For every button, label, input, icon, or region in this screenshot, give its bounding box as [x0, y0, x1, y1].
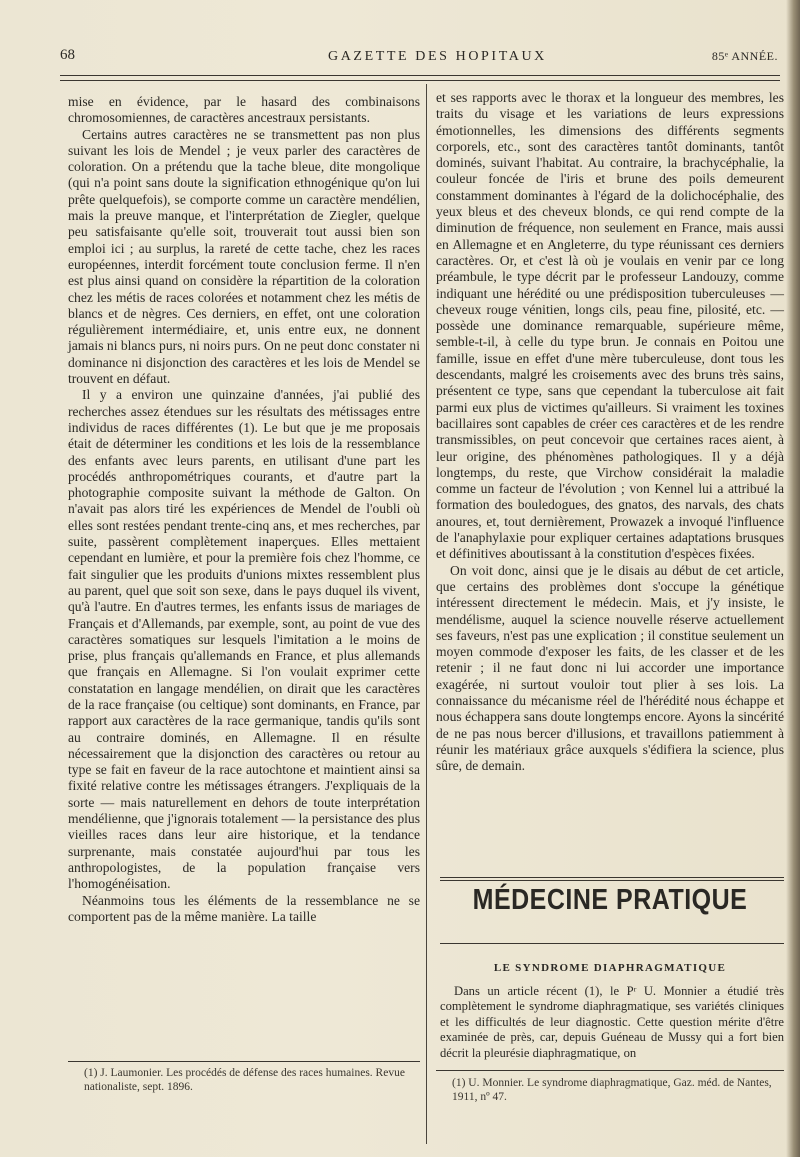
- paragraph: Certains autres caractères ne se transmettent pas non plus suivant les lois de Mendel ; je veux parler des caractères de coloration. On a prétendu que la tache bleue, dite mongolique (qui n'a point sans doute la signification ethnogénique qu'on lui prête quelquefois), se comporte comme un caractère mendélien, mais la preuve manque, et l'interprétation de Ziegler, quelque peu satisfaisante qu'elle soit, trouverait tout aussi bien son emploi ici ; au surplus, la rareté de cette tache, chez les races européennes, interdit forcément toute conclusion ferme. Il n'en est plus ainsi quand on considère la répartition de la coloration chez les métis de races colorées et notamment chez les métis de blancs et de nègres. Ces derniers, en effet, ont une coloration régulièrement intermédiaire, et, unis entre eux, ne donnent jamais ni blancs purs, ni noirs purs. On ne peut donc constater ni dominance ni disjonction des caractères et les lois de Mendel se trouvent en défaut.: [68, 126, 420, 387]
- left-column: [68, 94, 420, 925]
- running-title: GAZETTE DES HOPITAUX: [328, 49, 547, 64]
- footnote-right: (1) U. Monnier. Le syndrome diaphragmatique, Gaz. méd. de Nantes, 1911, nº 47.: [452, 1077, 772, 1103]
- column-divider: [426, 84, 427, 1144]
- paragraph: mise en évidence, par le hasard des combinaisons chromosomiennes, de caractères ancestraux persistants.: [68, 94, 420, 126]
- subsection-title: LE SYNDROME DIAPHRAGMATIQUE: [493, 962, 727, 974]
- paragraph: On voit donc, ainsi que je le disais au début de cet article, que certains des problèmes dont s'occupe la génétique intéressent directement le médecin. Mais, et j'y insiste, le mendélisme, auquel la science nouvelle réserve actuellement ses faveurs, n'est pas une explication ; il constitue seulement un moyen commode d'exposer les faits, de les classer et de les retenir ; il ne faut donc ni lui accorder une importance exagérée, ni surtout vouloir tout plier à ses lois. La connaissance du mécanisme réel de l'hérédité nous échappe et nous échappera sans doute longtemps encore. Ayons la sincérité de ne pas nous bercer d'illusions, et travaillons patiemment à réunir les matériaux grâce auxquels s'édifiera la science, plus sûre, de demain.: [436, 562, 784, 774]
- paragraph: Il y a environ une quinzaine d'années, j'ai publié des recherches assez étendues sur les résultats des métissages entre individus de races différentes (1). Le but que je me proposais était de déterminer les conditions et les lois de la ressemblance des enfants avec leurs parents, en utilisant d'une part les procédés anthropométriques courants, et d'autre part la photographie composite suivant la méthode de Galton. On n'avait pas alors tiré les expériences de Mendel de l'oubli où elles sont restées pendant trente-cinq ans, et mes recherches, par suite, passèrent complètement inaperçues. Elles mettaient cependant en lumière, et pour la première fois chez l'homme, ce fait singulier que les produits d'unions mixtes ressemblent plus au parent, quel que soit son sexe, dans le pays duquel ils vivent, qu'à l'autre. En d'autres termes, les enfants issus de mariages de Français et d'Allemands, par exemple, sont, au point de vue des caractères somatiques sur lesquels l'imitation a le moins de prise, plus français qu'allemands en France, et plus allemands que français en Allemagne. Si l'on voulait exprimer cette constatation en langage mendélien, on dirait que les caractères de la race française (ou celtique) sont dominants, en France, par rapport aux caractères de la race germanique, tandis qu'ils sont au contraire dominés, en Allemagne. Il en résulte nécessairement que la disjonction des caractères ou retour au type se fait en faveur de la race autochtone et maintient ainsi sa fixité relative contre les métissages étrangers. J'expliquais de la sorte — mais naturellement en dehors de toute interprétation mendélienne, que j'ignorais totalement — la persistance des plus vieilles races dans leur aire historique, et la tendance surprenante, mais constatée aujourd'hui par tous les anthropologistes, de la population française vers l'homogénéisation.: [68, 387, 420, 892]
- footnote-left: (1) J. Laumonier. Les procédés de défense des races humaines. Revue nationaliste, sept. 1896.: [84, 1067, 405, 1093]
- right-column: [436, 90, 784, 774]
- paragraph: et ses rapports avec le thorax et la longueur des membres, les traits du visage et les variations de leurs expressions émotionnelles, les dimensions des différents segments corporels, etc., sont des caractères tantôt dominants, tantôt dominés, suivant l'habitat. Au contraire, la brachycéphalie, la couleur foncée de l'iris et brune des poils demeurent constamment dominantes à l'égard de la dolichocéphalie, des yeux bleus et des cheveux blonds, ce qui rend compte de la diminution de fréquence, non seulement en France, mais aussi en Allemagne et en Angleterre, du type réunissant ces derniers caractères. Or, et c'est là où je voulais en venir par ce long préambule, le type décrit par le professeur Landouzy, comme indiquant une hérédité ou une prédisposition tuberculeuses — cheveux rouge vénitien, longs cils, peau fine, pilosité, etc. — possède une dominance remarquable, supérieure même, semble-t-il, à celle du type brun. Je connais en Poitou une famille, issue en effet d'une mère tuberculeuse, dont tous les descendants, malgré les croisements avec des bruns très sains, présentent ce type, sans que cependant la tuberculose ait fait parmi eux plus de victimes qu'ailleurs. Si vraiment les toxines bacillaires sont capables de créer ces caractères et de les rendre transmissibles, on peut concevoir que certaines races aient, à leur origine, des phénomènes pathologiques. Il y a déjà longtemps, du reste, que Virchow considérait la maladie comme un facteur de l'évolution ; von Kennel lui a attribué la formation des bouledogues, des gnatos, des narvals, des chats anoures, et, tout dernièrement, Prowazek a invoqué l'influence de l'anaphylaxie pour expliquer certaines adaptations brusques et définitives aboutissant à la constitution d'espèces fixées.: [436, 90, 784, 562]
- page-header: [60, 47, 780, 69]
- page-number: 68: [60, 47, 75, 63]
- section-body: [440, 984, 784, 1061]
- paragraph: Dans un article récent (1), le Pʳ U. Monnier a étudié très complètement le syndrome diaphragmatique, ses variétés cliniques et les difficultés de leur diagnostic. Cette question mérite d'être examinée de près, car, depuis Guéneau de Mussy qui a fort bien décrit la pleurésie diaphragmatique, on: [440, 984, 784, 1060]
- footnote-rule: [436, 1070, 784, 1071]
- footnote-rule: [68, 1061, 420, 1062]
- header-rule: [60, 75, 780, 76]
- section-title: MÉDECINE PRATIQUE: [472, 883, 748, 917]
- page-edge-shadow: [786, 0, 800, 1157]
- section-rule: [440, 877, 784, 878]
- section-title-rule: [440, 943, 784, 944]
- year-label: 85ᵉ ANNÉE.: [711, 49, 778, 63]
- header-rule-thin: [60, 80, 780, 81]
- paragraph: Néanmoins tous les éléments de la ressemblance ne se comportent pas de la même manière. La taille: [68, 892, 420, 924]
- section-rule-thin: [440, 880, 784, 881]
